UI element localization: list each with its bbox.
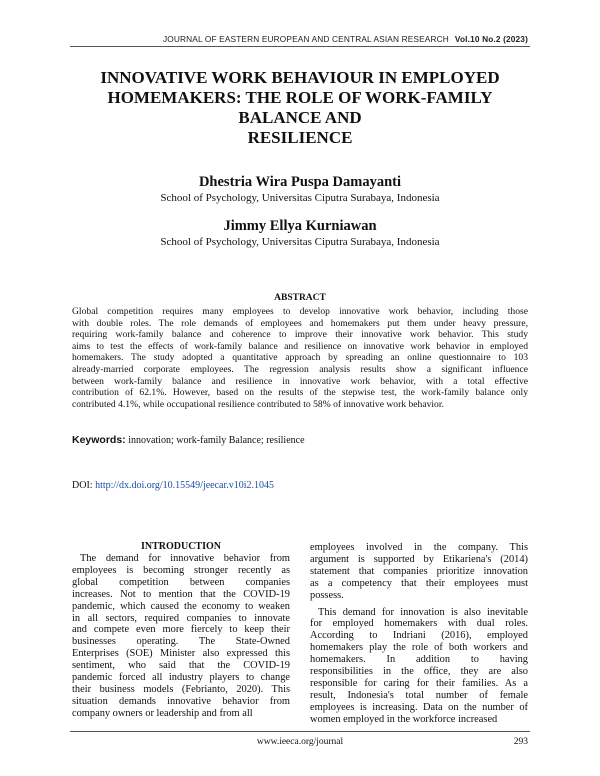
text-line: result, Indonesia's total number of female: [310, 689, 528, 701]
text-line: responsibilities in the office, they are also: [310, 666, 528, 678]
abstract-body: [72, 306, 528, 410]
text-line: increases. Not to mention that the COVID-19: [72, 588, 290, 600]
text-line: situation demands innovative behavior from: [72, 695, 290, 707]
journal-name: JOURNAL OF EASTERN EUROPEAN AND CENTRAL ASIAN RESEARCH: [162, 34, 449, 44]
footer-url: www.ieeca.org/journal: [256, 737, 344, 747]
text-line: global competition between companies: [72, 576, 290, 588]
author-affiliation: School of Psychology, Universitas Ciputra Surabaya, Indonesia: [160, 236, 440, 248]
text-line: company owners or leadership and from all: [72, 707, 253, 719]
text-line: Global competition requires many employees to develop innovative work behavior, including those: [72, 306, 528, 317]
paper-title: [72, 68, 528, 148]
text-line: in all sectors, required companies to innovate: [72, 612, 290, 624]
keywords-value: innovation; work-family Balance; resilience: [128, 435, 305, 446]
text-line: possess.: [310, 589, 344, 601]
text-line: argument is supported by Etikariena's (2014): [310, 553, 528, 565]
title-line: INNOVATIVE WORK BEHAVIOUR IN EMPLOYED: [100, 68, 500, 87]
text-line: The demand for innovative behavior from: [80, 553, 290, 564]
text-line: pandemic forced all industry players to change: [72, 672, 290, 684]
text-line: for employed homemakers with dual roles.: [310, 618, 528, 630]
text-line: businesses operating. The State-Owned: [72, 636, 290, 648]
introduction-heading: INTRODUCTION: [140, 541, 221, 552]
text-line: and compete even more fiercely to keep their: [72, 624, 290, 636]
author-name: Jimmy Ellya Kurniawan: [223, 218, 377, 234]
text-line: According to Indriani (2016), employed: [310, 630, 528, 642]
author-affiliation: School of Psychology, Universitas Ciputra Surabaya, Indonesia: [160, 192, 440, 204]
doi-link[interactable]: http://dx.doi.org/10.15549/jeecar.v10i2.1045: [95, 480, 275, 491]
text-line: This demand for innovation is also inevitable: [318, 606, 528, 618]
text-line: contribution of 62.1%. However, based on the results of the stepwise test, the work-family balance only: [72, 387, 528, 399]
text-line: between work-family balance and resilience in innovative work behavior, with a total effective: [72, 375, 528, 387]
text-line: already-married corporate employees. The regression analysis results show a significant influence: [72, 363, 528, 375]
footer-rule: [70, 731, 530, 732]
keywords: [72, 434, 305, 446]
header-rule: [70, 46, 530, 47]
page-number: 293: [513, 737, 528, 747]
author-block: [72, 174, 528, 204]
text-line: homemakers play the role of both workers and: [310, 642, 528, 654]
text-line: responsible for caring for their families. As a: [310, 677, 528, 689]
text-line: pandemic, which caused the economy to weaken: [72, 600, 290, 612]
author-block: [72, 218, 528, 248]
text-line: homemakers. The study adopted a quantitative approach by spreading an online questionnaire to 103: [72, 352, 528, 364]
doi-label: DOI:: [72, 480, 93, 491]
keywords-label: Keywords:: [72, 434, 126, 446]
right-column-text: [310, 542, 528, 726]
author-name: Dhestria Wira Puspa Damayanti: [198, 174, 402, 190]
text-line: requiring work-family balance and coherence to improve their innovative work behavior. This study: [72, 329, 528, 341]
text-line: employees is increasing. Data on the number of: [310, 701, 528, 713]
text-line: aims to test the effects of work-family balance and resilience on innovative work behavior in employed: [72, 340, 528, 352]
left-column-text: [72, 553, 290, 720]
text-line: employees involved in the company. This: [310, 542, 528, 553]
text-line: with double roles. The role demands of employees and homemakers put them under heavy pressure,: [72, 317, 528, 329]
volume-issue: Vol.10 No.2 (2023): [454, 34, 528, 44]
doi: [72, 480, 274, 491]
paragraph: [310, 542, 528, 602]
text-line: women employed in the workforce increased: [310, 713, 498, 725]
abstract-heading: ABSTRACT: [274, 293, 326, 303]
paragraph: [310, 607, 528, 726]
text-line: statement that companies prioritize innovation: [310, 565, 528, 577]
title-line: HOMEMAKERS: THE ROLE OF WORK-FAMILY BALANCE AND: [107, 88, 493, 127]
text-line: employees is becoming stronger recently as: [72, 564, 290, 576]
running-header: [72, 34, 528, 44]
text-line: homemakers. In addition to having: [310, 654, 528, 666]
title-line: RESILIENCE: [247, 128, 353, 147]
text-line: as a competency that their employees must: [310, 577, 528, 589]
text-line: contributed 4.1%, while occupational resilience contributed to 58% of innovative work behavior.: [72, 398, 444, 410]
text-line: Enterprises (SOE) Minister also expressed this: [72, 648, 290, 660]
text-line: their business models (Febrianto, 2020). This: [72, 683, 290, 695]
text-line: sentiment, who said that the COVID-19: [72, 660, 290, 672]
